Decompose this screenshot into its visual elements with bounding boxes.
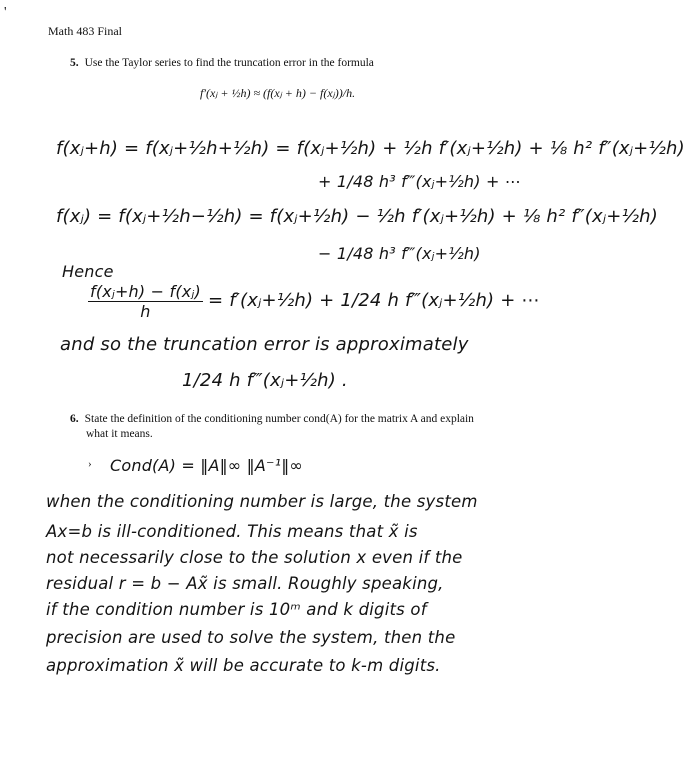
problem-5-text: Use the Taylor series to find the truncation error in the formula: [84, 57, 374, 69]
problem-6-text-line-1: State the definition of the conditioning number cond(A) for the matrix A and explain: [84, 413, 474, 425]
work5-hence: Hence: [62, 262, 114, 281]
work6-line-4: residual r = b − Ax̃ is small. Roughly speaking,: [46, 574, 444, 593]
work5-line-4: and so the truncation error is approximately: [60, 334, 469, 355]
page-header: Math 483 Final: [48, 24, 122, 38]
work6-definition: Cond(A) = ‖A‖∞ ‖A⁻¹‖∞: [110, 456, 303, 475]
problem-5: [70, 56, 374, 71]
problem-6-text-line-2: what it means.: [86, 428, 153, 440]
work6-line-2: Ax=b is ill-conditioned. This means that x̃ is: [46, 522, 418, 541]
work6-line-1: when the conditioning number is large, the system: [46, 492, 478, 511]
work5-line-5: 1/24 h f‴(xⱼ+½h) .: [182, 370, 348, 391]
problem-6-number: 6.: [70, 413, 79, 425]
work5-fraction-denominator: h: [140, 302, 151, 321]
problem-5-formula: f′(xⱼ + ½h) ≈ (f(xⱼ + h) − f(xⱼ))/h.: [200, 86, 356, 100]
work6-line-7: approximation x̃ will be accurate to k-m digits.: [46, 656, 441, 675]
work5-fraction: [88, 282, 203, 321]
work5-line-2b: − 1/48 h³ f‴(xⱼ+½h): [318, 244, 481, 263]
work6-bullet: ›: [88, 458, 92, 470]
work6-line-6: precision are used to solve the system, then the: [46, 628, 456, 647]
problem-5-number: 5.: [70, 57, 79, 69]
work6-line-5: if the condition number is 10ᵐ and k digits of: [46, 600, 427, 619]
work5-line-1: f(xⱼ+h) = f(xⱼ+½h+½h) = f(xⱼ+½h) + ½h f′(xⱼ+½h) + ⅛ h² f″(xⱼ+½h): [56, 138, 685, 159]
work5-fraction-numerator: f(xⱼ+h) − f(xⱼ): [90, 282, 201, 301]
corner-mark: ': [4, 5, 7, 20]
work5-line-1b: + 1/48 h³ f‴(xⱼ+½h) + ⋯: [318, 172, 522, 191]
work5-line-2: f(xⱼ) = f(xⱼ+½h−½h) = f(xⱼ+½h) − ½h f′(xⱼ+½h) + ⅛ h² f″(xⱼ+½h): [56, 206, 658, 227]
problem-6: [70, 412, 474, 427]
work6-line-3: not necessarily close to the solution x even if the: [46, 548, 463, 567]
work5-line-3: = f′(xⱼ+½h) + 1/24 h f‴(xⱼ+½h) + ⋯: [208, 290, 540, 311]
